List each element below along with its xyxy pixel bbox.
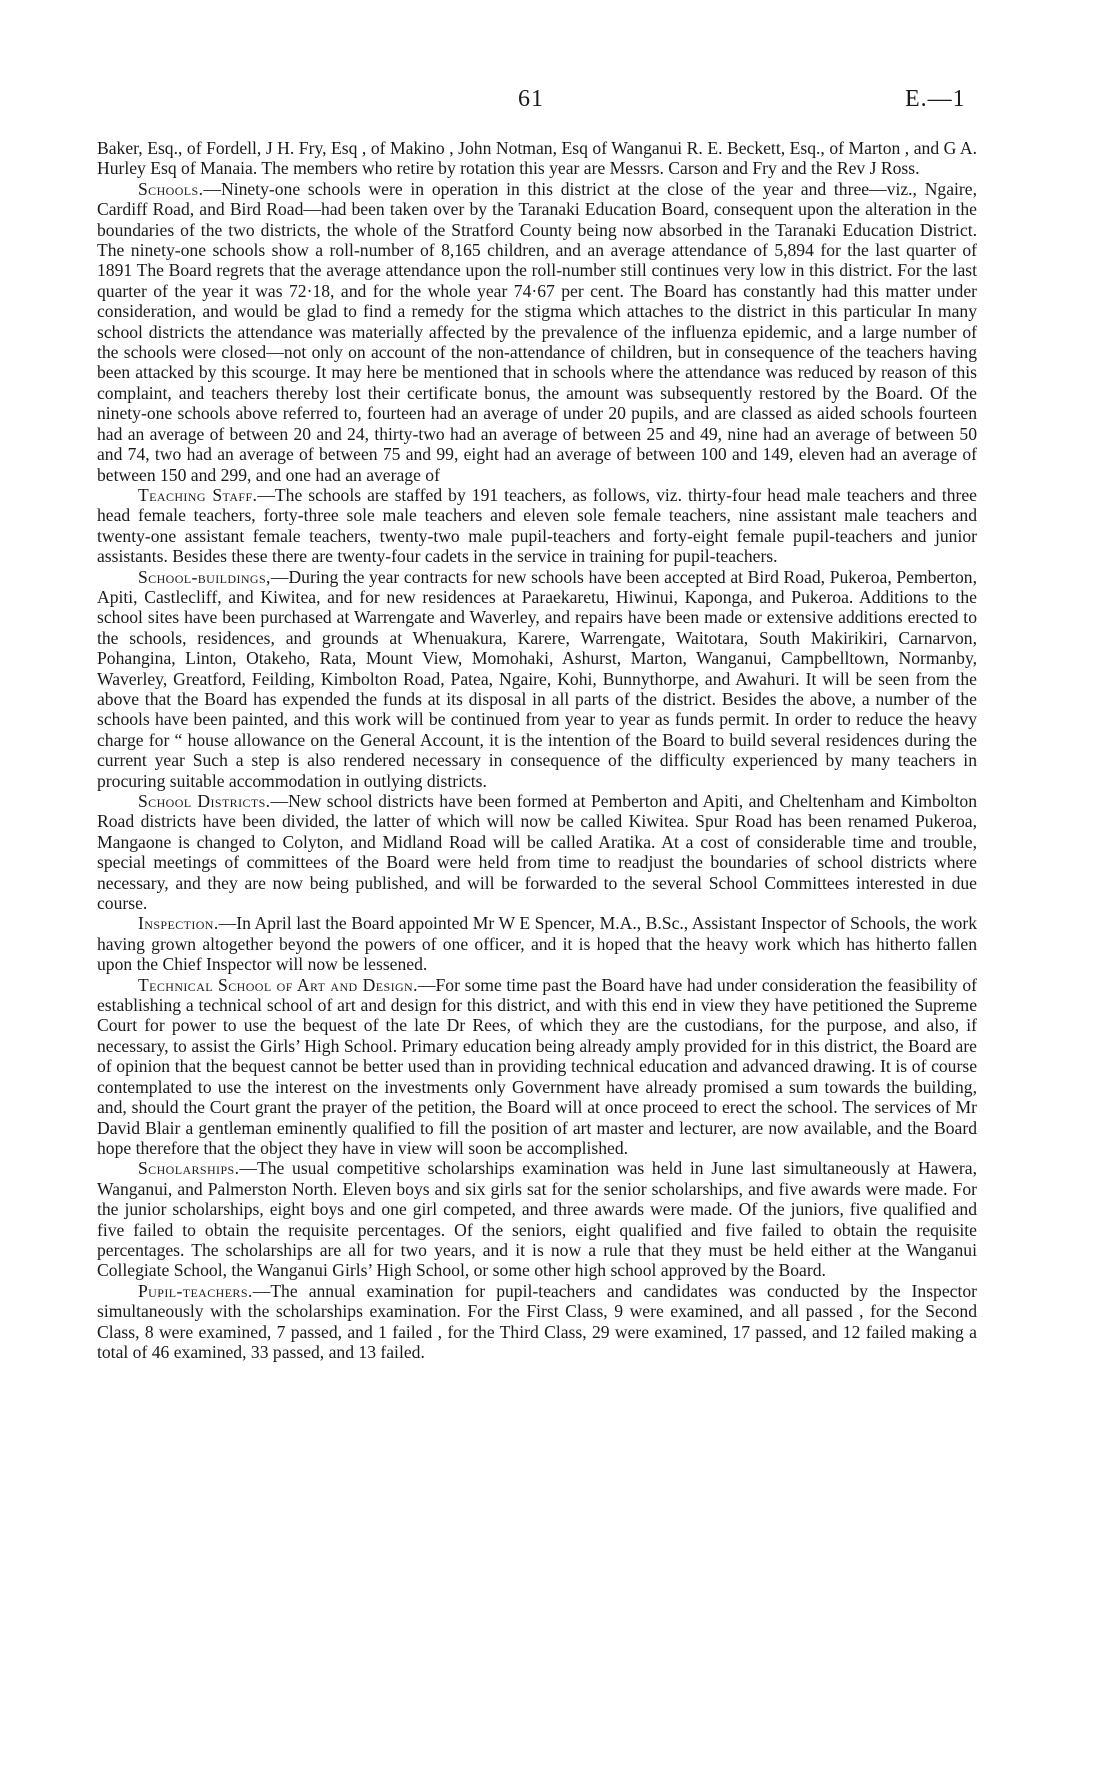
paragraph-text: —The annual examination for pupil-teachers and candidates was conducted by the Inspector simultaneously with the scholarships examination. For the First Class, 9 were examined, and all passed , for the Second Class, 8 were examined, 7 passed, and 1 failed , for the Third Class, 29 were examined, 17 passed, and 12 failed making a total of 46 examined, 33 passed, and 13 failed. bbox=[97, 1280, 977, 1362]
section-heading-scholarships: Scholarships. bbox=[138, 1158, 240, 1179]
section-heading-school-buildings: School-buildings, bbox=[138, 566, 271, 587]
section-heading-teaching-staff: Teaching Staff. bbox=[138, 484, 258, 505]
paragraph-board-members bbox=[97, 138, 977, 179]
section-heading-inspection: Inspection. bbox=[138, 913, 219, 934]
section-heading-pupil-teachers: Pupil-teachers. bbox=[138, 1280, 253, 1301]
paragraph-scholarships bbox=[97, 1158, 977, 1280]
paragraph-school-buildings bbox=[97, 567, 977, 791]
paragraph-text: —In April last the Board appointed Mr W E Spencer, M.A., B.Sc., Assistant Inspector of Schools, the work having grown altogether beyond the powers of one officer, and it is hoped that the heavy work which has hitherto fallen upon the Chief Inspector will now be lessened. bbox=[97, 913, 977, 975]
page-header bbox=[0, 86, 1114, 116]
paragraph-schools bbox=[97, 179, 977, 485]
paragraph-school-districts bbox=[97, 791, 977, 913]
paragraph-inspection bbox=[97, 913, 977, 974]
paragraph-text: —The usual competitive scholarships examination was held in June last simultaneously at Hawera, Wanganui, and Palmerston North. Eleven boys and six girls sat for the senior scholarships, and five awards were made. For the junior scholarships, eight boys and one girl competed, and three awards were made. Of the juniors, five qualified and five failed to obtain the requisite percentages. Of the seniors, eight qualified and five failed to obtain the requisite percentages. The scholarships are all for two years, and it is now a rule that they must be held either at the Wanganui Collegiate School, the Wanganui Girls’ High School, or some other high school approved by the Board. bbox=[97, 1158, 977, 1281]
paragraph-text: —New school districts have been formed at Pemberton and Apiti, and Cheltenham and Kimbolton Road districts have been divided, the latter of which will now be called Kiwitea. Spur Road has been renamed Pukeroa, Mangaone is changed to Colyton, and Midland Road will be called Aratika. At a cost of considerable time and trouble, special meetings of committees of the Board were held from time to readjust the boundaries of school districts where necessary, and they are now being published, and will be forwarded to the several School Committees interested in due course. bbox=[97, 791, 977, 914]
section-heading-schools: Schools. bbox=[138, 178, 204, 199]
section-heading-technical-school: Technical School of Art and Design. bbox=[138, 974, 418, 995]
section-heading-school-districts: School Districts. bbox=[138, 791, 271, 811]
paragraph-text: Baker, Esq., of Fordell, J H. Fry, Esq , of Makino , John Notman, Esq of Wanganui R. E. Beckett, Esq., of Marton , and G A. Hurley Esq of Manaia. The members who retire by rotation this year are Messrs. Carson and Fry and the Rev J Ross. bbox=[97, 138, 977, 179]
paragraph-text: —During the year contracts for new schools have been accepted at Bird Road, Pukeroa, Pemberton, Apiti, Castlecliff, and Kiwitea, and for new residences at Paraekaretu, Hiwinui, Kaponga, and Pukeroa. Additions to the school sites have been purchased at Warrengate and Waverley, and repairs have been made or extensive additions erected to the schools, residences, and grounds at Whenuakura, Karere, Warrengate, Waitotara, South Makirikiri, Carnarvon, Pohangina, Linton, Otakeho, Rata, Mount View, Momohaki, Ashurst, Marton, Wanganui, Campbelltown, Normanby, Waverley, Greatford, Feilding, Kimbolton Road, Patea, Ngaire, Kohi, Bunnythorpe, and Awahuri. It will be seen from the above that the Board has expended the funds at its disposal in all parts of the district. Besides the above, a number of the schools have been painted, and this work will be continued from year to year as funds permit. In order to reduce the heavy charge for “ house allowance on the General Account, it is the intention of the Board to build several residences during the current year Such a step is also rendered necessary in consequence of the difficulty experienced by many teachers in procuring suitable accommodation in outlying districts. bbox=[97, 566, 977, 791]
paragraph-text: —For some time past the Board have had under consideration the feasibility of establishing a technical school of art and design for this district, and with this end in view they have petitioned the Supreme Court for power to use the bequest of the late Dr Rees, of which they are the custodians, for the purpose, and also, if necessary, to assist the Girls’ High School. Primary education being already amply provided for in this district, the Board are of opinion that the bequest cannot be better used than in providing technical education and advanced drawing. It is of course contemplated to use the interest on the investments only Government have already promised a sum towards the building, and, should the Court grant the prayer of the petition, the Board will at once proceed to erect the school. The services of Mr David Blair a gentleman eminently qualified to fill the position of art master and lecturer, are now available, and the Board hope therefore that the object they have in view will soon be accomplished. bbox=[97, 974, 977, 1158]
paragraph-text: —Ninety-one schools were in operation in this district at the close of the year and three—viz., Ngaire, Cardiff Road, and Bird Road—had been taken over by the Taranaki Education Board, consequent upon the alteration in the boundaries of the two districts, the whole of the Stratford County being now absorbed in the Taranaki Education District. The ninety-one schools show a roll-number of 8,165 children, and an average attendance of 5,894 for the last quarter of 1891 The Board regrets that the average attendance upon the roll-number still continues very low in this district. For the last quarter of the year it was 72·18, and for the whole year 74·67 per cent. The Board has constantly had this matter under consideration, and would be glad to find a remedy for the stigma which attaches to the district in this particular In many school districts the attendance was materially affected by the prevalence of the influenza epidemic, and a large number of the schools were closed—not only on account of the non-attendance of children, but in consequence of the teachers having been attacked by this scourge. It may here be mentioned that in schools where the attendance was reduced by reason of this complaint, and teachers thereby lost their certificate bonus, the amount was subsequently restored by the Board. Of the ninety-one schools above referred to, fourteen had an average of under 20 pupils, and are classed as aided schools fourteen had an average of between 20 and 24, thirty-two had an average of between 25 and 49, nine had an average of between 50 and 74, two had an average of between 75 and 99, eight had an average of between 100 and 149, eleven had an average of between 150 and 299, and one had an average of bbox=[97, 178, 977, 485]
paragraph-text: —The schools are staffed by 191 teachers, as follows, viz. thirty-four head male teachers and three head female teachers, forty-three sole male teachers and eleven sole female teachers, nine assistant male teachers and twenty-one assistant female teachers, twenty-two male pupil-teachers and forty-eight female pupil-teachers and junior assistants. Besides these there are twenty-four cadets in the service in training for pupil-teachers. bbox=[97, 484, 977, 567]
paragraph-pupil-teachers bbox=[97, 1281, 977, 1363]
paragraph-teaching-staff bbox=[97, 485, 977, 567]
document-body bbox=[97, 138, 977, 1362]
page-number: 61 bbox=[518, 86, 544, 112]
paragraph-technical-school bbox=[97, 975, 977, 1159]
report-code: E.—1 bbox=[905, 86, 966, 112]
